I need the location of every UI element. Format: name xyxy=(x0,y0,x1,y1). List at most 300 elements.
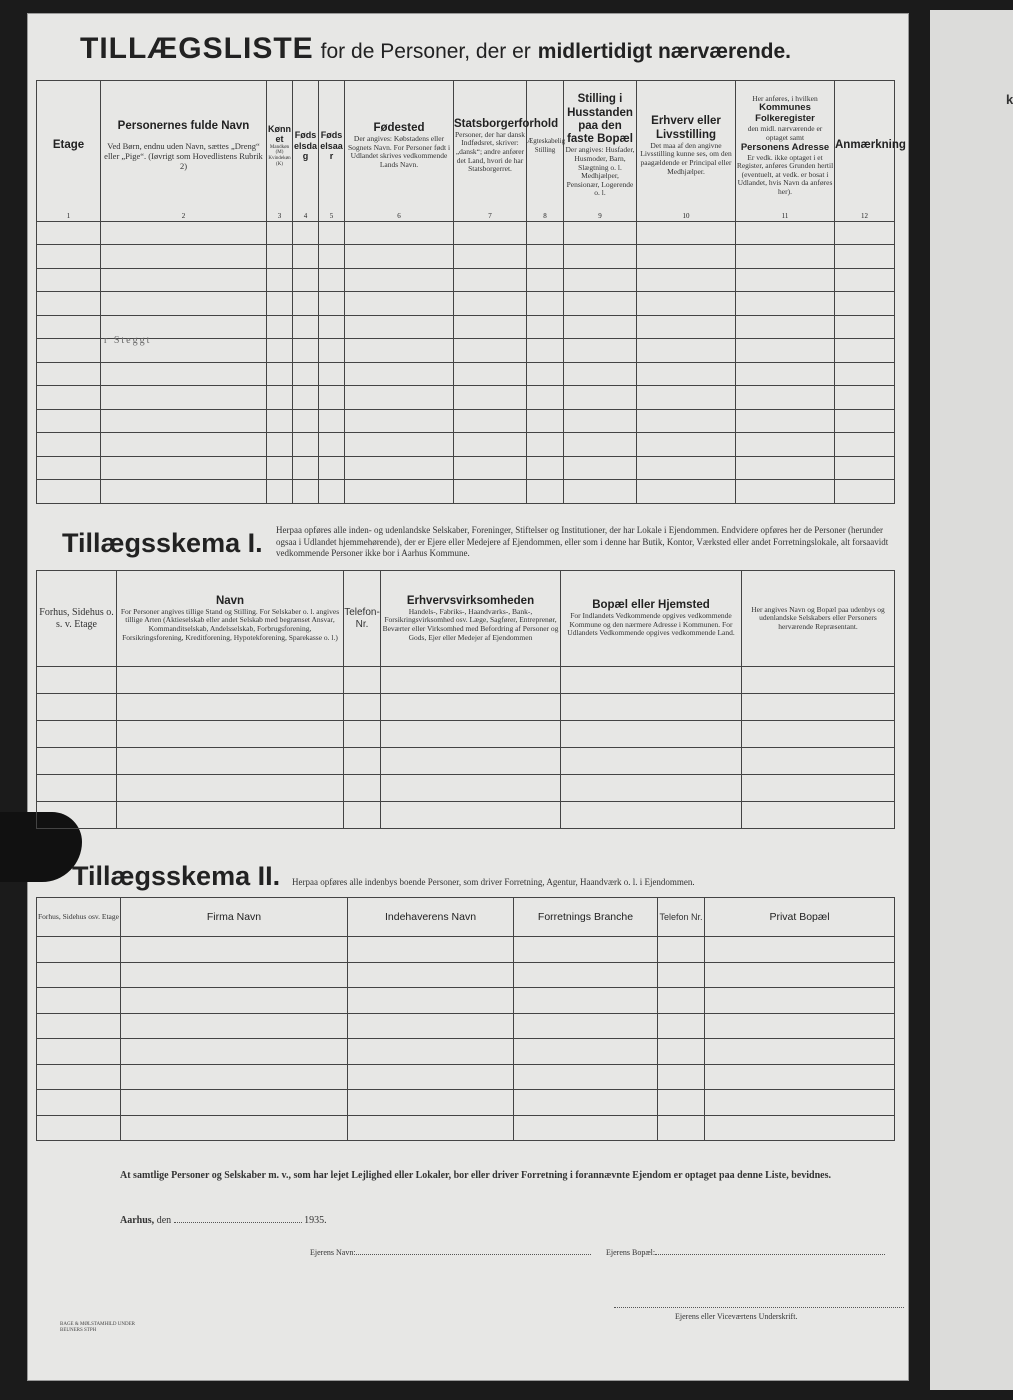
empty-cell[interactable] xyxy=(564,339,637,363)
empty-cell[interactable] xyxy=(121,937,348,963)
empty-cell[interactable] xyxy=(527,386,564,410)
s1-col-navn: Navn For Personer angives tillige Stand og Stilling. For Selskaber o. l. angives tillige Arten (Aktieselskab eller andet Selskab med begrænset Ansvar, Kommanditselskab, Andelsselskab, Forbrugsforening, Forsikringsforening, Kreditforening, Hypotekforening, Sparekasse o. l.) xyxy=(117,571,344,667)
table-row xyxy=(37,339,895,363)
table-row xyxy=(37,315,895,339)
empty-cell[interactable] xyxy=(267,362,293,386)
col-citizenship: Statsborgerforhold Personer, der har dansk Indfødsret, skriver: „dansk“; andre anfører det Land, hvori de har Statsborgerret. xyxy=(454,81,527,211)
empty-cell[interactable] xyxy=(267,221,293,245)
empty-cell[interactable] xyxy=(637,315,736,339)
s1-col-telefon: Telefon-Nr. xyxy=(344,571,381,667)
empty-cell[interactable] xyxy=(348,1090,514,1116)
empty-cell[interactable] xyxy=(454,221,527,245)
empty-cell[interactable] xyxy=(37,409,101,433)
empty-cell[interactable] xyxy=(293,386,319,410)
empty-cell[interactable] xyxy=(736,221,835,245)
empty-cell[interactable] xyxy=(37,480,101,504)
empty-cell[interactable] xyxy=(101,409,267,433)
skema1-text: Herpaa opføres alle inden- og udenlandske Selskaber, Foreninger, Stiftelser og Institutioner, der har Lokale i Ejendommen. Endvidere opføres her de Personer (herunder ogsaa i Udlandet hjemmehørende), der er Ejere eller Medejere af Ejendommen, eller som i denne har Butik, Kontor, Værksted eller andet Forretningslokale, alt forsaavidt vedkommende Personer ikke bor i Aarhus Kommune. xyxy=(276,525,889,559)
page-title xyxy=(80,32,791,66)
col-num: 1 xyxy=(37,211,101,222)
empty-cell[interactable] xyxy=(344,775,381,802)
empty-cell[interactable] xyxy=(705,1064,895,1090)
empty-cell[interactable] xyxy=(658,937,705,963)
empty-cell[interactable] xyxy=(736,339,835,363)
empty-cell[interactable] xyxy=(637,245,736,269)
empty-cell[interactable] xyxy=(121,1039,348,1065)
owner-name-field[interactable] xyxy=(356,1254,591,1255)
empty-cell[interactable] xyxy=(564,456,637,480)
owner-name-line: Ejerens Navn: xyxy=(310,1248,591,1257)
empty-cell[interactable] xyxy=(37,315,101,339)
empty-cell[interactable] xyxy=(637,433,736,457)
empty-cell[interactable] xyxy=(37,1064,121,1090)
empty-cell[interactable] xyxy=(527,456,564,480)
table-row xyxy=(37,1039,895,1065)
empty-cell[interactable] xyxy=(319,292,345,316)
empty-cell[interactable] xyxy=(736,292,835,316)
col-gender: Kønnet Mandkøn (M) Kvindekøn (K) xyxy=(267,81,293,211)
empty-cell[interactable] xyxy=(37,433,101,457)
empty-cell[interactable] xyxy=(742,775,895,802)
empty-cell[interactable] xyxy=(454,268,527,292)
empty-cell[interactable] xyxy=(658,962,705,988)
empty-cell[interactable] xyxy=(121,1115,348,1141)
col-num: 9 xyxy=(564,211,637,222)
empty-cell[interactable] xyxy=(527,362,564,386)
table-row xyxy=(37,1090,895,1116)
col-remark: Anmærkning xyxy=(835,81,895,211)
empty-cell[interactable] xyxy=(344,694,381,721)
empty-cell[interactable] xyxy=(319,456,345,480)
empty-cell[interactable] xyxy=(37,937,121,963)
empty-cell[interactable] xyxy=(835,386,895,410)
empty-cell[interactable] xyxy=(658,1039,705,1065)
s1-col-erhverv: Erhvervsvirksomheden Handels-, Fabriks-, Haandværks-, Bank-, Forsikringsvirksomhed osv. Læge, Sagfører, Entreprenør, Beværter eller Virksomhed med Befordring af Personer og Gods, Ejer eller Medejer af Ejendommen xyxy=(381,571,561,667)
empty-cell[interactable] xyxy=(101,386,267,410)
empty-cell[interactable] xyxy=(736,456,835,480)
empty-cell[interactable] xyxy=(348,1064,514,1090)
empty-cell[interactable] xyxy=(835,339,895,363)
empty-cell[interactable] xyxy=(835,362,895,386)
col-num: 2 xyxy=(101,211,267,222)
table-row xyxy=(37,962,895,988)
col-num: 8 xyxy=(527,211,564,222)
empty-cell[interactable] xyxy=(267,409,293,433)
empty-cell[interactable] xyxy=(381,802,561,829)
s1-col-repr: Her angives Navn og Bopæl paa udenbys og udenlandske Selskabers eller Personers herværende Repræsentant. xyxy=(742,571,895,667)
skema1-title: Tillægsskema I. xyxy=(62,528,263,558)
empty-cell[interactable] xyxy=(527,433,564,457)
empty-cell[interactable] xyxy=(319,409,345,433)
empty-cell[interactable] xyxy=(117,775,344,802)
empty-cell[interactable] xyxy=(345,409,454,433)
empty-cell[interactable] xyxy=(527,409,564,433)
empty-cell[interactable] xyxy=(345,339,454,363)
empty-cell[interactable] xyxy=(117,721,344,748)
empty-cell[interactable] xyxy=(736,315,835,339)
empty-cell[interactable] xyxy=(117,667,344,694)
empty-cell[interactable] xyxy=(454,456,527,480)
empty-cell[interactable] xyxy=(658,988,705,1014)
table-row xyxy=(37,362,895,386)
empty-cell[interactable] xyxy=(454,339,527,363)
empty-cell[interactable] xyxy=(101,292,267,316)
empty-cell[interactable] xyxy=(37,962,121,988)
empty-cell[interactable] xyxy=(293,480,319,504)
empty-cell[interactable] xyxy=(835,221,895,245)
empty-cell[interactable] xyxy=(561,775,742,802)
empty-cell[interactable] xyxy=(267,292,293,316)
empty-cell[interactable] xyxy=(345,245,454,269)
empty-cell[interactable] xyxy=(101,480,267,504)
empty-cell[interactable] xyxy=(454,315,527,339)
empty-cell[interactable] xyxy=(835,268,895,292)
table-row xyxy=(37,456,895,480)
table-row xyxy=(37,667,895,694)
empty-cell[interactable] xyxy=(345,221,454,245)
empty-cell[interactable] xyxy=(267,433,293,457)
empty-cell[interactable] xyxy=(564,386,637,410)
empty-cell[interactable] xyxy=(454,362,527,386)
empty-cell[interactable] xyxy=(705,1039,895,1065)
col-occupation: Erhverv eller Livsstilling Det maa af den angivne Livsstilling kunne ses, om den paagældende er Principal eller Medhjælper. xyxy=(637,81,736,211)
empty-cell[interactable] xyxy=(348,1115,514,1141)
empty-cell[interactable] xyxy=(117,694,344,721)
empty-cell[interactable] xyxy=(293,362,319,386)
empty-cell[interactable] xyxy=(121,1013,348,1039)
empty-cell[interactable] xyxy=(117,802,344,829)
empty-cell[interactable] xyxy=(835,409,895,433)
empty-cell[interactable] xyxy=(835,315,895,339)
empty-cell[interactable] xyxy=(381,694,561,721)
empty-cell[interactable] xyxy=(736,480,835,504)
empty-cell[interactable] xyxy=(319,245,345,269)
empty-cell[interactable] xyxy=(527,292,564,316)
adjacent-page: k xyxy=(930,10,1013,1390)
empty-cell[interactable] xyxy=(348,962,514,988)
empty-cell[interactable] xyxy=(564,292,637,316)
empty-cell[interactable] xyxy=(705,1013,895,1039)
date-field[interactable] xyxy=(174,1222,302,1223)
col-num: 12 xyxy=(835,211,895,222)
empty-cell[interactable] xyxy=(293,433,319,457)
empty-cell[interactable] xyxy=(344,667,381,694)
printer-mark: BAGE & MØLSTAMHILD UNDER BEUNERS STPH xyxy=(60,1322,136,1333)
empty-cell[interactable] xyxy=(101,456,267,480)
s2-col-indehaver: Indehaverens Navn xyxy=(348,898,514,937)
empty-cell[interactable] xyxy=(835,433,895,457)
empty-cell[interactable] xyxy=(37,339,101,363)
skema2-text: Herpaa opføres alle indenbys boende Personer, som driver Forretning, Agentur, Haandværk o. l. i Ejendommen. xyxy=(292,877,695,887)
empty-cell[interactable] xyxy=(348,937,514,963)
empty-cell[interactable] xyxy=(101,268,267,292)
empty-cell[interactable] xyxy=(345,268,454,292)
empty-cell[interactable] xyxy=(564,221,637,245)
empty-cell[interactable] xyxy=(319,433,345,457)
empty-cell[interactable] xyxy=(101,221,267,245)
empty-cell[interactable] xyxy=(101,362,267,386)
empty-cell[interactable] xyxy=(514,1115,658,1141)
empty-cell[interactable] xyxy=(319,221,345,245)
main-list-body xyxy=(37,221,895,503)
empty-cell[interactable] xyxy=(742,748,895,775)
col-birthday: Fødselsdag xyxy=(293,81,319,211)
table-row xyxy=(37,245,895,269)
empty-cell[interactable] xyxy=(564,362,637,386)
empty-cell[interactable] xyxy=(637,362,736,386)
empty-cell[interactable] xyxy=(37,1039,121,1065)
empty-cell[interactable] xyxy=(564,409,637,433)
empty-cell[interactable] xyxy=(454,292,527,316)
col-num: 4 xyxy=(293,211,319,222)
col-num: 11 xyxy=(736,211,835,222)
empty-cell[interactable] xyxy=(381,775,561,802)
empty-cell[interactable] xyxy=(267,268,293,292)
empty-cell[interactable] xyxy=(637,456,736,480)
empty-cell[interactable] xyxy=(293,339,319,363)
empty-cell[interactable] xyxy=(319,315,345,339)
empty-cell[interactable] xyxy=(835,245,895,269)
empty-cell[interactable] xyxy=(637,339,736,363)
empty-cell[interactable] xyxy=(454,480,527,504)
owner-address-field[interactable] xyxy=(655,1254,885,1255)
empty-cell[interactable] xyxy=(267,315,293,339)
empty-cell[interactable] xyxy=(293,409,319,433)
empty-cell[interactable] xyxy=(835,480,895,504)
empty-cell[interactable] xyxy=(37,721,117,748)
empty-cell[interactable] xyxy=(381,748,561,775)
col-name: Personernes fulde Navn Ved Børn, endnu uden Navn, sættes „Dreng“ eller „Pige“. (Iøvrigt som Hovedlistens Rubrik 2) xyxy=(101,81,267,211)
empty-cell[interactable] xyxy=(348,1013,514,1039)
table-row xyxy=(37,1064,895,1090)
skema2-title: Tillægsskema II. xyxy=(72,861,281,891)
empty-cell[interactable] xyxy=(561,802,742,829)
empty-cell[interactable] xyxy=(293,221,319,245)
empty-cell[interactable] xyxy=(319,386,345,410)
empty-cell[interactable] xyxy=(742,694,895,721)
empty-cell[interactable] xyxy=(121,1064,348,1090)
empty-cell[interactable] xyxy=(267,456,293,480)
empty-cell[interactable] xyxy=(37,1090,121,1116)
empty-cell[interactable] xyxy=(319,268,345,292)
empty-cell[interactable] xyxy=(564,245,637,269)
empty-cell[interactable] xyxy=(514,1064,658,1090)
empty-cell[interactable] xyxy=(319,339,345,363)
empty-cell[interactable] xyxy=(121,1090,348,1116)
empty-cell[interactable] xyxy=(705,962,895,988)
signature-field[interactable] xyxy=(614,1307,904,1308)
empty-cell[interactable] xyxy=(705,988,895,1014)
empty-cell[interactable] xyxy=(514,1039,658,1065)
empty-cell[interactable] xyxy=(658,1064,705,1090)
empty-cell[interactable] xyxy=(705,1090,895,1116)
empty-cell[interactable] xyxy=(37,775,117,802)
empty-cell[interactable] xyxy=(117,748,344,775)
empty-cell[interactable] xyxy=(293,315,319,339)
empty-cell[interactable] xyxy=(454,245,527,269)
skema1-body xyxy=(37,667,895,829)
empty-cell[interactable] xyxy=(742,721,895,748)
table-row xyxy=(37,937,895,963)
col-num: 5 xyxy=(319,211,345,222)
empty-cell[interactable] xyxy=(637,268,736,292)
table-row xyxy=(37,480,895,504)
empty-cell[interactable] xyxy=(293,268,319,292)
empty-cell[interactable] xyxy=(37,1115,121,1141)
empty-cell[interactable] xyxy=(319,362,345,386)
empty-cell[interactable] xyxy=(637,292,736,316)
empty-cell[interactable] xyxy=(345,433,454,457)
empty-cell[interactable] xyxy=(345,315,454,339)
table-row xyxy=(37,433,895,457)
col-birthplace: Fødested Der angives: Købstadens eller Sognets Navn. For Personer født i Udlandet skrives vedkommende Lands Navn. xyxy=(345,81,454,211)
signature-label: Ejerens eller Viceværtens Underskrift. xyxy=(675,1312,798,1321)
empty-cell[interactable] xyxy=(344,802,381,829)
empty-cell[interactable] xyxy=(561,667,742,694)
empty-cell[interactable] xyxy=(381,721,561,748)
empty-cell[interactable] xyxy=(527,480,564,504)
empty-cell[interactable] xyxy=(293,456,319,480)
col-register: Her anføres, i hvilken Kommunes Folkeregister den midl. nærværende er optaget samt Personens Adresse Er vedk. ikke optaget i et Register, anføres Grunden hertil (eventuelt, at vedk. er bosat i Udlandet, hvis Navn da anføres her). xyxy=(736,81,835,211)
empty-cell[interactable] xyxy=(37,802,117,829)
empty-cell[interactable] xyxy=(293,245,319,269)
empty-cell[interactable] xyxy=(637,386,736,410)
empty-cell[interactable] xyxy=(267,480,293,504)
empty-cell[interactable] xyxy=(37,694,117,721)
empty-cell[interactable] xyxy=(293,292,319,316)
empty-cell[interactable] xyxy=(37,221,101,245)
empty-cell[interactable] xyxy=(344,748,381,775)
empty-cell[interactable] xyxy=(564,268,637,292)
s2-col-firma: Firma Navn xyxy=(121,898,348,937)
table-row xyxy=(37,1013,895,1039)
empty-cell[interactable] xyxy=(835,292,895,316)
empty-cell[interactable] xyxy=(527,268,564,292)
empty-cell[interactable] xyxy=(564,433,637,457)
empty-cell[interactable] xyxy=(37,268,101,292)
empty-cell[interactable] xyxy=(736,362,835,386)
empty-cell[interactable] xyxy=(736,245,835,269)
empty-cell[interactable] xyxy=(658,1013,705,1039)
year: 1935. xyxy=(304,1215,327,1226)
empty-cell[interactable] xyxy=(454,409,527,433)
col-num: 6 xyxy=(345,211,454,222)
empty-cell[interactable] xyxy=(345,362,454,386)
s2-col-telefon: Telefon Nr. xyxy=(658,898,705,937)
empty-cell[interactable] xyxy=(267,245,293,269)
empty-cell[interactable] xyxy=(267,339,293,363)
empty-cell[interactable] xyxy=(561,748,742,775)
empty-cell[interactable] xyxy=(319,480,345,504)
empty-cell[interactable] xyxy=(37,292,101,316)
empty-cell[interactable] xyxy=(37,456,101,480)
empty-cell[interactable] xyxy=(514,988,658,1014)
empty-cell[interactable] xyxy=(658,1115,705,1141)
empty-cell[interactable] xyxy=(381,667,561,694)
empty-cell[interactable] xyxy=(454,386,527,410)
empty-cell[interactable] xyxy=(736,433,835,457)
table-row xyxy=(37,221,895,245)
empty-cell[interactable] xyxy=(345,480,454,504)
empty-cell[interactable] xyxy=(527,315,564,339)
s1-col-bopael: Bopæl eller Hjemsted For Indlandets Vedkommende opgives vedkommende Kommune og den nærmere Adresse i Kommunen. For Udlandets Vedkommende opgives vedkommende Land. xyxy=(561,571,742,667)
skema2-body xyxy=(37,937,895,1141)
s2-col-branche: Forretnings Branche xyxy=(514,898,658,937)
empty-cell[interactable] xyxy=(527,339,564,363)
table-row xyxy=(37,268,895,292)
empty-cell[interactable] xyxy=(736,268,835,292)
title-main: TILLÆGSLISTE xyxy=(80,32,314,65)
empty-cell[interactable] xyxy=(835,456,895,480)
empty-cell[interactable] xyxy=(345,456,454,480)
empty-cell[interactable] xyxy=(736,409,835,433)
empty-cell[interactable] xyxy=(564,315,637,339)
table-row xyxy=(37,802,895,829)
empty-cell[interactable] xyxy=(37,988,121,1014)
empty-cell[interactable] xyxy=(454,433,527,457)
main-list-table xyxy=(36,80,906,504)
empty-cell[interactable] xyxy=(37,386,101,410)
empty-cell[interactable] xyxy=(345,386,454,410)
empty-cell[interactable] xyxy=(637,409,736,433)
col-etage: Etage xyxy=(37,81,101,211)
empty-cell[interactable] xyxy=(514,937,658,963)
empty-cell[interactable] xyxy=(527,221,564,245)
col-marital: Ægteskabelig Stilling xyxy=(527,81,564,211)
empty-cell[interactable] xyxy=(658,1090,705,1116)
empty-cell[interactable] xyxy=(514,1090,658,1116)
empty-cell[interactable] xyxy=(345,292,454,316)
title-mid: for de Personer, der er xyxy=(320,40,531,63)
empty-cell[interactable] xyxy=(37,245,101,269)
empty-cell[interactable] xyxy=(37,1013,121,1039)
empty-cell[interactable] xyxy=(561,721,742,748)
empty-cell[interactable] xyxy=(527,245,564,269)
empty-cell[interactable] xyxy=(705,1115,895,1141)
empty-cell[interactable] xyxy=(121,962,348,988)
empty-cell[interactable] xyxy=(561,694,742,721)
empty-cell[interactable] xyxy=(742,667,895,694)
s2-col-bopael: Privat Bopæl xyxy=(705,898,895,937)
empty-cell[interactable] xyxy=(101,433,267,457)
empty-cell[interactable] xyxy=(37,362,101,386)
empty-cell[interactable] xyxy=(348,988,514,1014)
col-num: 7 xyxy=(454,211,527,222)
empty-cell[interactable] xyxy=(705,937,895,963)
empty-cell[interactable] xyxy=(514,1013,658,1039)
date-line xyxy=(120,1215,327,1226)
empty-cell[interactable] xyxy=(101,245,267,269)
empty-cell[interactable] xyxy=(344,721,381,748)
empty-cell[interactable] xyxy=(742,802,895,829)
table-row xyxy=(37,409,895,433)
empty-cell[interactable] xyxy=(121,988,348,1014)
empty-cell[interactable] xyxy=(637,480,736,504)
col-num: 10 xyxy=(637,211,736,222)
stray-mark: r Steggt xyxy=(104,335,152,346)
empty-cell[interactable] xyxy=(37,667,117,694)
owner-address-line: Ejerens Bopæl: xyxy=(606,1248,885,1257)
empty-cell[interactable] xyxy=(736,386,835,410)
empty-cell[interactable] xyxy=(348,1039,514,1065)
table-row xyxy=(37,988,895,1014)
empty-cell[interactable] xyxy=(267,386,293,410)
empty-cell[interactable] xyxy=(637,221,736,245)
den-label: den xyxy=(156,1215,172,1226)
empty-cell[interactable] xyxy=(564,480,637,504)
empty-cell[interactable] xyxy=(37,748,117,775)
empty-cell[interactable] xyxy=(514,962,658,988)
